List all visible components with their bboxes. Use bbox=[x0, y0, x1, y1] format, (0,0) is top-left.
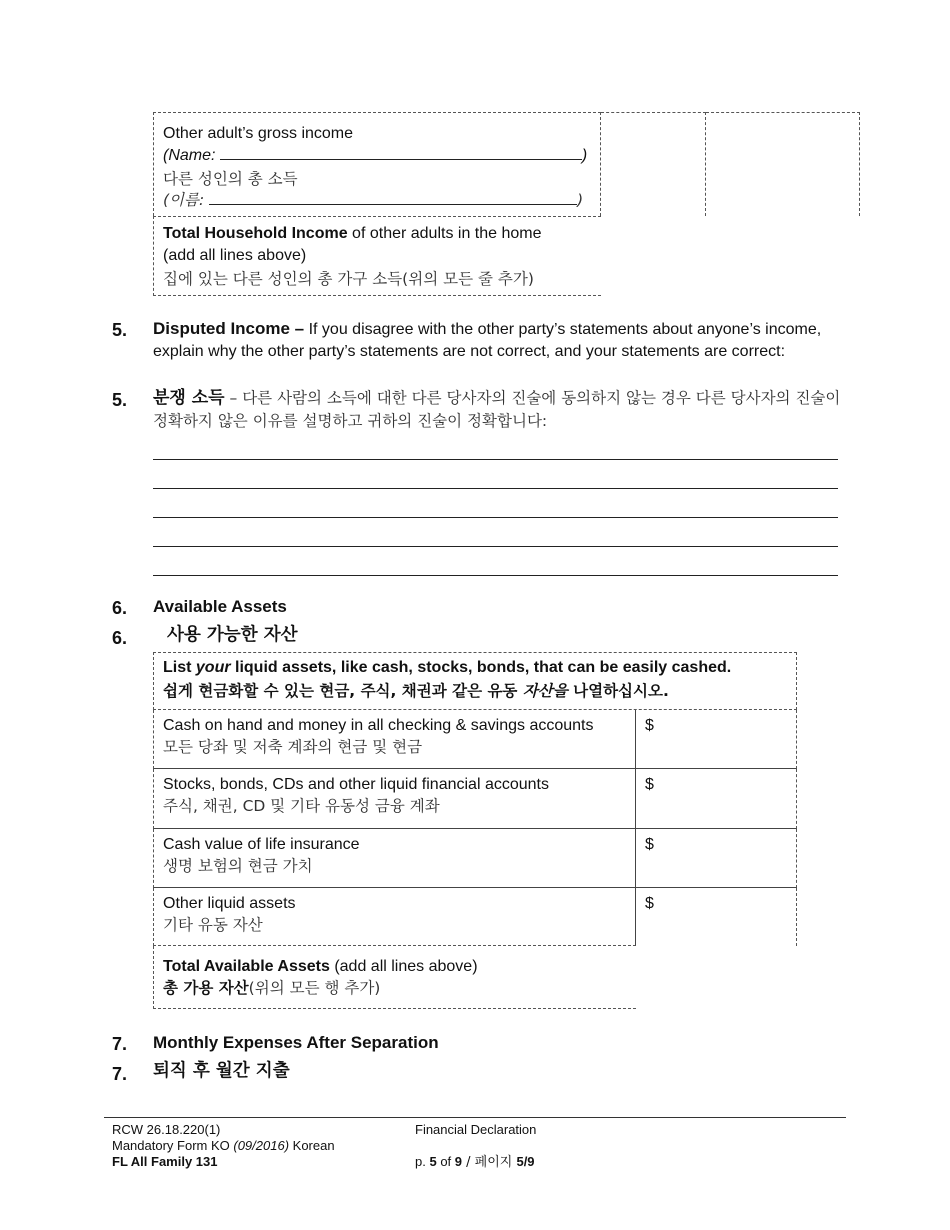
total-assets-label: Total Available Assets (add all lines above) bbox=[163, 958, 478, 975]
name-line-ko: (이름: ) bbox=[163, 191, 584, 210]
footer-rcw: RCW 26.18.220(1) bbox=[112, 1122, 221, 1137]
asset-row-label-cell bbox=[153, 829, 636, 888]
assets-header-cell bbox=[153, 652, 797, 710]
section-6-title: Available Assets bbox=[153, 597, 287, 616]
asset-row-label-cell bbox=[153, 710, 636, 769]
asset-row-label-ko: 생명 보험의 현금 가치 bbox=[163, 856, 313, 875]
currency-symbol: $ bbox=[645, 836, 654, 853]
asset-row-label-ko: 모든 당좌 및 저축 계좌의 현금 및 현금 bbox=[163, 737, 423, 756]
answer-line[interactable] bbox=[153, 517, 838, 518]
total-assets-label-ko: 총 가용 자산(위의 모든 행 추가) bbox=[163, 978, 381, 997]
section-5-text: Disputed Income – If you disagree with the other party’s statements about anyone’s income, explain why the other party’s statements are not correct, and your statements are correct: bbox=[153, 319, 822, 360]
total-household-income-label: Total Household Income of other adults in the home bbox=[163, 225, 542, 242]
section-5-number: 5. bbox=[112, 320, 128, 340]
answer-line[interactable] bbox=[153, 488, 838, 489]
total-household-income-label-ko: 집에 있는 다른 성인의 총 가구 소득(위의 모든 줄 추가) bbox=[163, 270, 534, 289]
other-adult-income-cell bbox=[153, 112, 601, 216]
total-assets-cell bbox=[153, 946, 636, 1009]
assets-header-ko: 쉽게 현금화할 수 있는 현금, 주식, 채권과 같은 유동 자산을 나열하십시오. bbox=[163, 681, 669, 700]
asset-row-amount-cell[interactable] bbox=[636, 710, 797, 769]
assets-header: List your liquid assets, like cash, stocks, bonds, that can be easily cashed. bbox=[163, 659, 732, 676]
footer-mandatory: Mandatory Form KO (09/2016) Korean bbox=[112, 1138, 335, 1153]
section-7-title: Monthly Expenses After Separation bbox=[153, 1033, 439, 1052]
other-adult-amount-cell-2[interactable] bbox=[706, 112, 860, 216]
section-7-number: 7. bbox=[112, 1034, 128, 1054]
asset-row-label: Cash value of life insurance bbox=[163, 836, 360, 853]
footer-form-id: FL All Family 131 bbox=[112, 1154, 218, 1169]
footer-left bbox=[112, 1122, 335, 1170]
asset-row-label: Other liquid assets bbox=[163, 895, 296, 912]
answer-line[interactable] bbox=[153, 459, 838, 460]
currency-symbol: $ bbox=[645, 717, 654, 734]
section-6-title-ko: 사용 가능한 자산 bbox=[167, 625, 298, 645]
total-household-income-note: (add all lines above) bbox=[163, 246, 307, 264]
name-blank-ko[interactable] bbox=[209, 190, 577, 205]
asset-row-label-ko: 기타 유동 자산 bbox=[163, 915, 263, 934]
asset-row-label-ko: 주식, 채권, CD 및 기타 유동성 금융 계좌 bbox=[163, 796, 440, 815]
asset-row-label: Cash on hand and money in all checking & savings accounts bbox=[163, 717, 594, 734]
other-adult-amount-cell-1[interactable] bbox=[601, 112, 706, 216]
name-line: (Name: ) bbox=[163, 146, 588, 164]
footer-rule bbox=[104, 1117, 846, 1118]
currency-symbol: $ bbox=[645, 895, 654, 912]
footer-doc-title: Financial Declaration bbox=[415, 1122, 537, 1137]
answer-line[interactable] bbox=[153, 575, 838, 576]
asset-row-label-cell bbox=[153, 769, 636, 829]
section-7-number-ko: 7. bbox=[112, 1064, 128, 1084]
answer-line[interactable] bbox=[153, 546, 838, 547]
other-adult-income-label-ko: 다른 성인의 총 소득 bbox=[163, 170, 298, 189]
section-6-number-ko: 6. bbox=[112, 628, 128, 648]
section-5-text-ko: 분쟁 소득 – 다른 사람의 소득에 대한 다른 당사자의 진술에 동의하지 않는 경우 다른 당사자의 진술이 정확하지 않은 이유를 설명하고 귀하의 진술이 정확합니다: bbox=[153, 388, 841, 430]
section-5-number-ko: 5. bbox=[112, 390, 128, 410]
section-7-title-ko: 퇴직 후 월간 지출 bbox=[153, 1061, 290, 1081]
total-household-income-cell bbox=[153, 216, 601, 296]
asset-row-amount-cell[interactable] bbox=[636, 829, 797, 888]
asset-row-label-cell bbox=[153, 888, 636, 946]
section-6-number: 6. bbox=[112, 598, 128, 618]
asset-row-amount-cell[interactable] bbox=[636, 888, 797, 946]
other-adult-income-label: Other adult’s gross income bbox=[163, 125, 354, 142]
footer-page-number: p. 5 of 9 / 페이지 5/9 bbox=[415, 1154, 535, 1170]
name-blank[interactable] bbox=[220, 145, 582, 160]
asset-row-amount-cell[interactable] bbox=[636, 769, 797, 829]
currency-symbol: $ bbox=[645, 776, 654, 793]
asset-row-label: Stocks, bonds, CDs and other liquid financial accounts bbox=[163, 776, 549, 793]
